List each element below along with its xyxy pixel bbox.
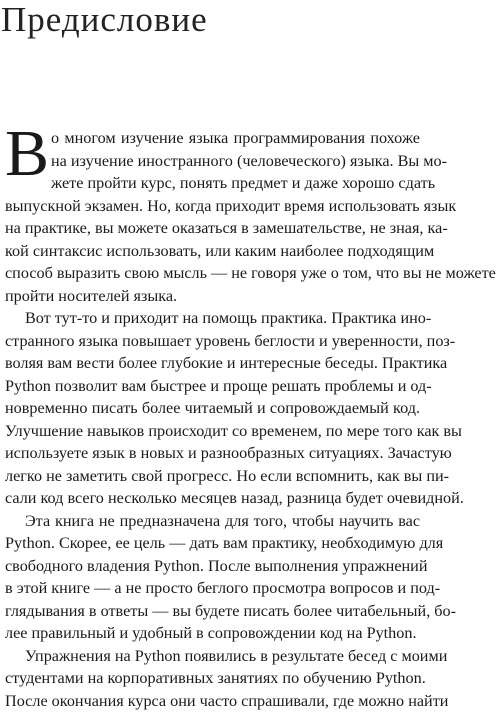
text-line: Эта книга не предназначена для того, чтобы научить вас bbox=[5, 510, 420, 533]
text-line: в этой книге — а не просто беглого просмотра вопросов и под- bbox=[5, 577, 420, 600]
text-line: Вот тут-то и приходит на помощь практика. Практика ино- bbox=[5, 307, 420, 330]
text-line: Python. Скорее, ее цель — дать вам практику, необходимую для bbox=[5, 532, 420, 555]
text-line: глядывания в ответы — вы будете писать более читабельный, бо- bbox=[5, 600, 420, 623]
text-line: на практике, вы можете оказаться в замешательстве, не зная, ка- bbox=[5, 217, 420, 240]
text-line: на изучение иностранного (человеческого) языка. Вы мо- bbox=[5, 150, 420, 173]
text-line: легко не заметить свой прогресс. Но если вспомнить, как вы пи- bbox=[5, 465, 420, 488]
paragraph bbox=[5, 307, 420, 510]
text-line: выпускной экзамен. Но, когда приходит время использовать язык bbox=[5, 195, 420, 218]
paragraph bbox=[5, 127, 420, 307]
chapter-title: Предисловие bbox=[1, 0, 208, 40]
text-line: способ выразить свою мысль — не говоря уже о том, что вы не можете bbox=[5, 262, 420, 285]
text-line: пройти носителей языка. bbox=[5, 285, 420, 308]
text-line: свободного владения Python. После выполнения упражнений bbox=[5, 555, 420, 578]
text-line: воляя вам вести более глубокие и интересные беседы. Практика bbox=[5, 352, 420, 375]
text-line: жете пройти курс, понять предмет и даже хорошо сдать bbox=[5, 172, 420, 195]
text-line: После окончания курса они часто спрашивали, где можно найти bbox=[5, 690, 420, 712]
text-line: используете язык в новых и разнообразных ситуациях. Зачастую bbox=[5, 442, 420, 465]
text-line: лее правильный и удобный в сопровождении код на Python. bbox=[5, 622, 420, 645]
drop-cap: В bbox=[5, 124, 49, 184]
paragraph bbox=[5, 510, 420, 645]
paragraph bbox=[5, 645, 420, 712]
text-line: странного языка повышает уровень беглости и уверенности, поз- bbox=[5, 330, 420, 353]
text-line: о многом изучение языка программирования похоже bbox=[5, 127, 420, 150]
text-line: новременно писать более читаемый и сопровождаемый код. bbox=[5, 397, 420, 420]
text-line: Упражнения на Python появились в результате бесед с моими bbox=[5, 645, 420, 668]
text-line: кой синтаксис использовать, или каким наиболее подходящим bbox=[5, 240, 420, 263]
text-line: сали код всего несколько месяцев назад, разница будет очевидной. bbox=[5, 487, 420, 510]
text-line: Улучшение навыков происходит со временем, по мере того как вы bbox=[5, 420, 420, 443]
text-line: Python позволит вам быстрее и проще решать проблемы и од- bbox=[5, 375, 420, 398]
text-line: студентами на корпоративных занятиях по обучению Python. bbox=[5, 667, 420, 690]
body-text bbox=[5, 127, 420, 712]
